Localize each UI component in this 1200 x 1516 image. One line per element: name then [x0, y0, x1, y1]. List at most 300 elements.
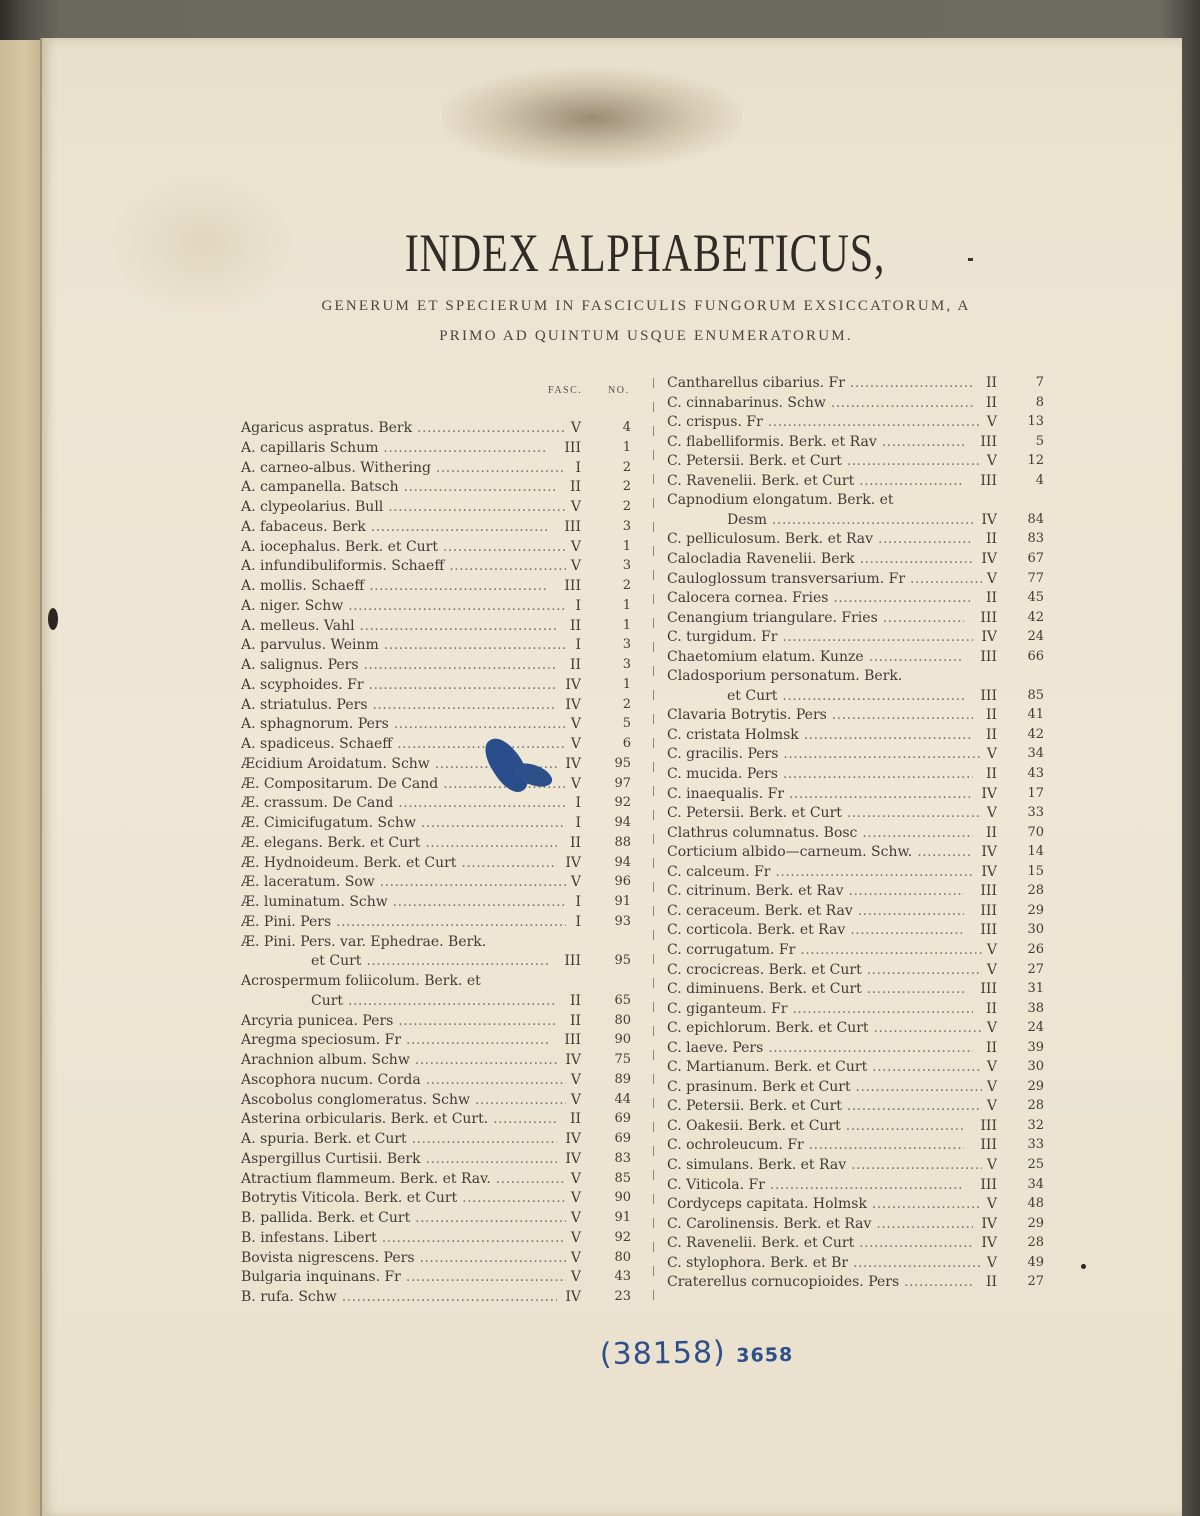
index-entry [667, 432, 1044, 452]
index-entry [241, 477, 631, 497]
index-entry [667, 725, 1044, 745]
entry-name: Cauloglossum transversarium. Fr ..... [667, 569, 982, 589]
entry-name: C. cinnabarinus. Schw ..... [667, 393, 973, 413]
index-entry [667, 1233, 1044, 1253]
entry-number: 24 [1027, 629, 1044, 645]
index-entry [667, 881, 1044, 901]
entry-number: 69 [614, 1111, 631, 1127]
entry-fasc: II [569, 479, 581, 496]
entry-number: 5 [1035, 433, 1044, 449]
entry-number: 2 [622, 459, 631, 475]
entry-name: A. salignus. Pers ..... [241, 655, 557, 675]
entry-name: A. striatulus. Pers ..... [241, 695, 557, 715]
water-stain [442, 68, 742, 168]
index-entry [667, 1077, 1044, 1097]
entry-fasc: V [570, 1170, 581, 1187]
entry-fasc: V [570, 558, 581, 575]
column-header-fasc: FASC. [548, 385, 583, 396]
entry-name: Cenangium triangulare. Fries ..... [667, 608, 964, 628]
accession-small: 3658 [736, 1343, 794, 1367]
entry-fasc: V [986, 746, 997, 763]
entry-fasc: II [569, 834, 581, 851]
index-entry [667, 647, 1044, 667]
entry-name: Cantharellus cibarius. Fr ..... [667, 373, 973, 393]
entry-name: C. giganteum. Fr ..... [667, 999, 973, 1019]
entry-fasc: V [570, 1210, 581, 1226]
entry-fasc: V [570, 420, 581, 436]
entry-fasc: IV [565, 1289, 581, 1305]
entry-number: 95 [614, 755, 631, 771]
index-entry [241, 991, 631, 1011]
index-entry [241, 655, 631, 675]
entry-fasc: V [986, 453, 997, 470]
index-entry [667, 490, 1044, 510]
entry-fasc: I [575, 913, 581, 930]
index-entry [241, 951, 631, 971]
entry-fasc: I [575, 597, 581, 614]
entry-fasc: V [986, 805, 997, 822]
index-entry [667, 1038, 1044, 1058]
entry-number: 2 [622, 499, 631, 514]
entry-fasc: II [569, 1012, 581, 1029]
index-entry [667, 569, 1044, 589]
entry-name: A. spuria. Berk. et Curt ..... [241, 1129, 557, 1149]
entry-name: C. diminuens. Berk. et Curt ..... [667, 979, 964, 999]
index-entry [241, 537, 631, 557]
entry-name: C. epichlorum. Berk. et Curt ..... [667, 1018, 982, 1038]
entry-number: 77 [1027, 570, 1044, 586]
entry-name: A. carneo-albus. Withering ..... [241, 458, 566, 478]
entry-number: 85 [614, 1170, 631, 1186]
entry-fasc: V [570, 1249, 581, 1266]
entry-fasc: V [570, 499, 581, 515]
entry-fasc: III [564, 578, 581, 594]
entry-number: 34 [1027, 746, 1044, 762]
index-entry [667, 471, 1044, 491]
entry-number: 3 [622, 518, 631, 534]
entry-name: C. Petersii. Berk. et Curt ..... [667, 451, 982, 471]
entry-name: B. pallida. Berk. et Curt ..... [241, 1208, 566, 1228]
entry-fasc: V [986, 570, 997, 587]
entry-number: 75 [614, 1052, 631, 1067]
entry-fasc: I [575, 815, 581, 831]
entry-number: 33 [1027, 1137, 1044, 1153]
entry-name: C. Ravenelii. Berk. et Curt ..... [667, 1233, 973, 1253]
entry-number: 90 [614, 1032, 631, 1048]
index-entry [241, 1070, 631, 1090]
entry-number: 15 [1027, 863, 1044, 879]
entry-number: 88 [614, 834, 631, 850]
entry-fasc: V [570, 1269, 581, 1286]
handwritten-accession-number [600, 1333, 861, 1388]
entry-name: Ascophora nucum. Corda ..... [241, 1070, 566, 1090]
index-entry [667, 764, 1044, 784]
entry-fasc: I [575, 795, 581, 812]
entry-number: 42 [1027, 609, 1044, 625]
entry-number: 24 [1027, 1020, 1044, 1036]
entry-name: Agaricus aspratus. Berk ..... [241, 418, 566, 438]
index-entry [667, 744, 1044, 764]
entry-number: 28 [1027, 1235, 1044, 1251]
entry-name: Æ. luminatum. Schw ..... [241, 892, 566, 912]
entry-number: 5 [622, 716, 631, 732]
entry-fasc: II [569, 617, 581, 634]
index-entry [667, 1253, 1044, 1273]
entry-name: A. fabaceus. Berk ..... [241, 517, 548, 537]
index-entry [241, 1149, 631, 1169]
index-entry [241, 497, 631, 517]
index-entry [241, 971, 631, 991]
entry-number: 49 [1027, 1254, 1044, 1270]
entry-fasc: IV [981, 785, 997, 802]
entry-fasc: II [985, 1039, 997, 1056]
entry-number: 97 [614, 775, 631, 791]
entry-name: B. infestans. Libert ..... [241, 1228, 566, 1248]
index-entry [241, 1011, 631, 1031]
entry-name: C. stylophora. Berk. et Br ..... [667, 1253, 982, 1273]
entry-number: 3 [622, 637, 631, 653]
index-entry [667, 842, 1044, 862]
page-title: INDEX ALPHABETICUS, [404, 223, 886, 283]
index-entry [667, 784, 1044, 804]
index-entry [667, 1135, 1044, 1155]
entry-name: A. clypeolarius. Bull ..... [241, 497, 566, 517]
index-entry [241, 576, 631, 596]
entry-number: 28 [1027, 1098, 1044, 1114]
entry-name: Chaetomium elatum. Kunze ..... [667, 647, 964, 667]
entry-fasc: I [575, 894, 581, 910]
accession-main: (38158) [599, 1335, 727, 1373]
index-entry [241, 1188, 631, 1208]
entry-name: A. mollis. Schaeff ..... [241, 576, 548, 596]
index-entry [241, 833, 631, 853]
entry-fasc: II [985, 707, 997, 724]
entry-number: 29 [1027, 1215, 1044, 1231]
index-entry [241, 1169, 631, 1189]
entry-fasc: V [986, 1098, 997, 1115]
entry-name: Clathrus columnatus. Bosc ..... [667, 823, 973, 843]
entry-name: C. corticola. Berk. et Rav ..... [667, 920, 964, 940]
entry-fasc: II [569, 992, 581, 1009]
entry-name: C. cristata Holmsk ..... [667, 725, 973, 745]
entry-fasc: III [980, 1137, 997, 1154]
entry-number: 90 [614, 1190, 631, 1206]
index-entry [667, 393, 1044, 413]
entry-name: Bulgaria inquinans. Fr ..... [241, 1267, 566, 1287]
index-entry [241, 635, 631, 655]
entry-fasc: II [985, 531, 997, 548]
entry-number: 94 [614, 815, 631, 830]
entry-fasc: V [570, 1190, 581, 1207]
index-entry [667, 451, 1044, 471]
entry-number: 1 [622, 538, 631, 554]
entry-number: 70 [1027, 824, 1044, 840]
entry-fasc: V [570, 736, 581, 752]
entry-number: 92 [614, 1229, 631, 1245]
entry-fasc: II [569, 1111, 581, 1128]
entry-fasc: IV [565, 755, 581, 772]
entry-number: 2 [622, 479, 631, 495]
entry-number: 67 [1027, 550, 1044, 566]
entry-fasc: II [985, 1274, 997, 1291]
index-entry [241, 1287, 631, 1307]
entry-name: C. gracilis. Pers ..... [667, 744, 982, 764]
index-entry [241, 734, 631, 754]
index-entry [241, 774, 631, 794]
entry-name: C. prasinum. Berk et Curt ..... [667, 1077, 982, 1097]
index-entry [667, 901, 1044, 921]
index-entry [667, 999, 1044, 1019]
entry-fasc: I [575, 459, 581, 476]
index-entry [667, 960, 1044, 980]
entry-number: 96 [614, 874, 631, 890]
entry-number: 14 [1027, 844, 1044, 860]
index-entry [667, 979, 1044, 999]
entry-fasc: III [980, 609, 997, 626]
index-entry [241, 1129, 631, 1149]
entry-name: Capnodium elongatum. Berk. et [667, 492, 894, 509]
index-entry [667, 862, 1044, 882]
entry-fasc: III [980, 981, 997, 998]
entry-name: C. Carolinensis. Berk. et Rav ..... [667, 1214, 973, 1234]
index-entry [667, 823, 1044, 843]
entry-fasc: IV [981, 511, 997, 528]
entry-fasc: III [980, 472, 997, 489]
entry-name: C. crispus. Fr ..... [667, 412, 982, 432]
entry-name: C. crocicreas. Berk. et Curt ..... [667, 960, 982, 980]
index-entry [241, 793, 631, 813]
index-entry [241, 932, 631, 952]
index-entry [241, 872, 631, 892]
entry-fasc: IV [981, 550, 997, 567]
entry-name: Ascobolus conglomeratus. Schw ..... [241, 1090, 566, 1110]
entry-fasc: IV [981, 844, 997, 861]
entry-number: 29 [1027, 902, 1044, 918]
index-entry [667, 1018, 1044, 1038]
entry-name: C. simulans. Berk. et Rav ..... [667, 1155, 982, 1175]
entry-number: 12 [1027, 453, 1044, 469]
entry-fasc: IV [565, 854, 581, 871]
entry-name: A. capillaris Schum ..... [241, 438, 548, 458]
entry-number: 13 [1027, 414, 1044, 430]
entry-fasc: IV [981, 1215, 997, 1232]
index-entry [667, 412, 1044, 432]
entry-fasc: V [570, 874, 581, 891]
index-entry [667, 608, 1044, 628]
entry-fasc: II [985, 394, 997, 411]
index-entry [241, 1030, 631, 1050]
entry-number: 27 [1027, 961, 1044, 977]
entry-name: C. laeve. Pers ..... [667, 1038, 973, 1058]
entry-number: 33 [1027, 805, 1044, 821]
entry-number: 28 [1027, 883, 1044, 899]
entry-name: Cordyceps capitata. Holmsk ..... [667, 1194, 982, 1214]
entry-fasc: V [986, 961, 997, 978]
subtitle-line-2: PRIMO AD QUINTUM USQUE ENUMERATORUM. [439, 328, 853, 344]
index-entry [667, 1116, 1044, 1136]
entry-number: 83 [1027, 531, 1044, 547]
index-entry [667, 1096, 1044, 1116]
entry-name: et Curt ..... [311, 951, 548, 971]
entry-fasc: III [980, 687, 997, 704]
entry-fasc: V [570, 1091, 581, 1108]
entry-name: C. pelliculosum. Berk. et Rav ..... [667, 529, 973, 549]
entry-number: 65 [614, 992, 631, 1008]
entry-name: Bovista nigrescens. Pers ..... [241, 1248, 566, 1268]
entry-name: Calocladia Ravenelii. Berk ..... [667, 549, 973, 569]
entry-name: C. turgidum. Fr ..... [667, 627, 973, 647]
index-entry [241, 616, 631, 636]
index-entry [667, 549, 1044, 569]
index-entry [667, 529, 1044, 549]
entry-number: 43 [614, 1269, 631, 1285]
index-entry [667, 1194, 1044, 1214]
entry-number: 2 [622, 578, 631, 593]
index-entry [667, 940, 1044, 960]
index-entry [241, 1090, 631, 1110]
entry-fasc: V [986, 941, 997, 958]
entry-number: 85 [1027, 687, 1044, 703]
entry-number: 4 [622, 420, 631, 435]
entry-fasc: III [980, 433, 997, 450]
entry-number: 1 [622, 676, 631, 692]
entry-number: 31 [1027, 981, 1044, 997]
entry-fasc: III [564, 518, 581, 535]
entry-name: A. sphagnorum. Pers ..... [241, 714, 566, 734]
index-entry [667, 1175, 1044, 1195]
entry-fasc: I [575, 637, 581, 654]
entry-name: B. rufa. Schw ..... [241, 1287, 557, 1307]
entry-number: 91 [614, 894, 631, 909]
entry-number: 6 [622, 736, 631, 751]
entry-number: 80 [614, 1249, 631, 1265]
entry-fasc: IV [565, 696, 581, 713]
entry-number: 92 [614, 795, 631, 811]
index-entry [241, 695, 631, 715]
entry-name: A. niger. Schw ..... [241, 596, 566, 616]
entry-fasc: II [985, 766, 997, 782]
entry-number: 3 [622, 657, 631, 672]
entry-name: C. Martianum. Berk. et Curt ..... [667, 1057, 982, 1077]
index-entry [241, 1267, 631, 1287]
column-header-no: NO. [608, 385, 630, 396]
index-entry [667, 1214, 1044, 1234]
entry-name: C. ceraceum. Berk. et Rav ..... [667, 901, 964, 921]
entry-fasc: IV [565, 1150, 581, 1167]
index-entry [667, 803, 1044, 823]
entry-number: 45 [1027, 590, 1044, 606]
index-entry [241, 458, 631, 478]
index-entry [667, 920, 1044, 940]
entry-fasc: III [980, 1176, 997, 1193]
entry-number: 30 [1027, 922, 1044, 938]
entry-fasc: V [570, 775, 581, 792]
entry-name: Craterellus cornucopioides. Pers ..... [667, 1272, 973, 1292]
entry-fasc: III [980, 648, 997, 665]
entry-name: Clavaria Botrytis. Pers ..... [667, 705, 973, 725]
entry-name: A. iocephalus. Berk. et Curt ..... [241, 537, 566, 557]
index-entry [241, 813, 631, 833]
entry-number: 44 [614, 1091, 631, 1107]
entry-name: Aspergillus Curtisii. Berk ..... [241, 1149, 557, 1169]
entry-name: C. Oakesii. Berk. et Curt ..... [667, 1116, 964, 1136]
entry-number: 94 [614, 854, 631, 870]
entry-number: 43 [1027, 766, 1044, 781]
entry-fasc: IV [565, 1131, 581, 1147]
entry-name: Corticium albido—carneum. Schw. ..... [667, 842, 973, 862]
entry-name: C. flabelliformis. Berk. et Rav ..... [667, 432, 964, 452]
index-entry [667, 373, 1044, 393]
entry-fasc: II [985, 824, 997, 841]
entry-name: Arachnion album. Schw ..... [241, 1050, 557, 1070]
entry-number: 80 [614, 1012, 631, 1028]
entry-name: Æ. laceratum. Sow ..... [241, 872, 566, 892]
entry-number: 69 [614, 1131, 631, 1146]
subtitle-line-1: GENERUM ET SPECIERUM IN FASCICULIS FUNGORUM EXSICCATORUM, A [321, 298, 971, 314]
entry-fasc: IV [981, 1235, 997, 1252]
entry-name: Æ. crassum. De Cand ..... [241, 793, 566, 813]
index-entry [241, 714, 631, 734]
entry-fasc: III [564, 953, 581, 970]
index-entry [241, 1228, 631, 1248]
entry-name: C. ochroleucum. Fr ..... [667, 1135, 964, 1155]
entry-name: Acrospermum foliicolum. Berk. et [241, 973, 481, 989]
entry-number: 93 [614, 913, 631, 929]
entry-number: 38 [1027, 1000, 1044, 1016]
index-entry [241, 1050, 631, 1070]
entry-fasc: V [570, 538, 581, 555]
entry-fasc: V [986, 1020, 997, 1037]
entry-fasc: III [980, 1117, 997, 1134]
index-entry [667, 627, 1044, 647]
entry-name: C. corrugatum. Fr ..... [667, 940, 982, 960]
index-entry [241, 438, 631, 458]
entry-name: A. scyphoides. Fr ..... [241, 675, 557, 695]
entry-number: 17 [1027, 785, 1044, 801]
index-entry [667, 1272, 1044, 1292]
entry-fasc: V [570, 1229, 581, 1246]
index-entry [241, 1109, 631, 1129]
entry-number: 39 [1027, 1039, 1044, 1055]
entry-fasc: V [986, 1196, 997, 1213]
entry-fasc: IV [565, 676, 581, 693]
entry-name: Arcyria punicea. Pers ..... [241, 1011, 557, 1031]
entry-fasc: V [986, 1254, 997, 1271]
entry-number: 7 [1035, 375, 1044, 390]
entry-name: Botrytis Viticola. Berk. et Curt ..... [241, 1188, 566, 1208]
entry-number: 84 [1027, 511, 1044, 527]
entry-number: 32 [1027, 1117, 1044, 1133]
entry-name: Æ. Pini. Pers ..... [241, 912, 566, 932]
entry-number: 2 [622, 696, 631, 712]
entry-name: Aregma speciosum. Fr ..... [241, 1030, 548, 1050]
index-entry [241, 596, 631, 616]
entry-fasc: V [986, 414, 997, 431]
entry-fasc: IV [981, 863, 997, 880]
entry-name: C. Petersii. Berk. et Curt ..... [667, 803, 982, 823]
entry-number: 8 [1035, 394, 1044, 410]
entry-fasc: V [570, 1071, 581, 1088]
entry-number: 34 [1027, 1176, 1044, 1192]
entry-fasc: IV [981, 629, 997, 646]
entry-fasc: II [569, 657, 581, 673]
entry-name: Cladosporium personatum. Berk. [667, 668, 903, 685]
entry-name: Æ. Compositarum. De Cand ..... [241, 774, 566, 794]
entry-number: 91 [614, 1210, 631, 1225]
entry-number: 25 [1027, 1157, 1044, 1172]
entry-fasc: V [986, 1078, 997, 1095]
entry-number: 89 [614, 1071, 631, 1087]
